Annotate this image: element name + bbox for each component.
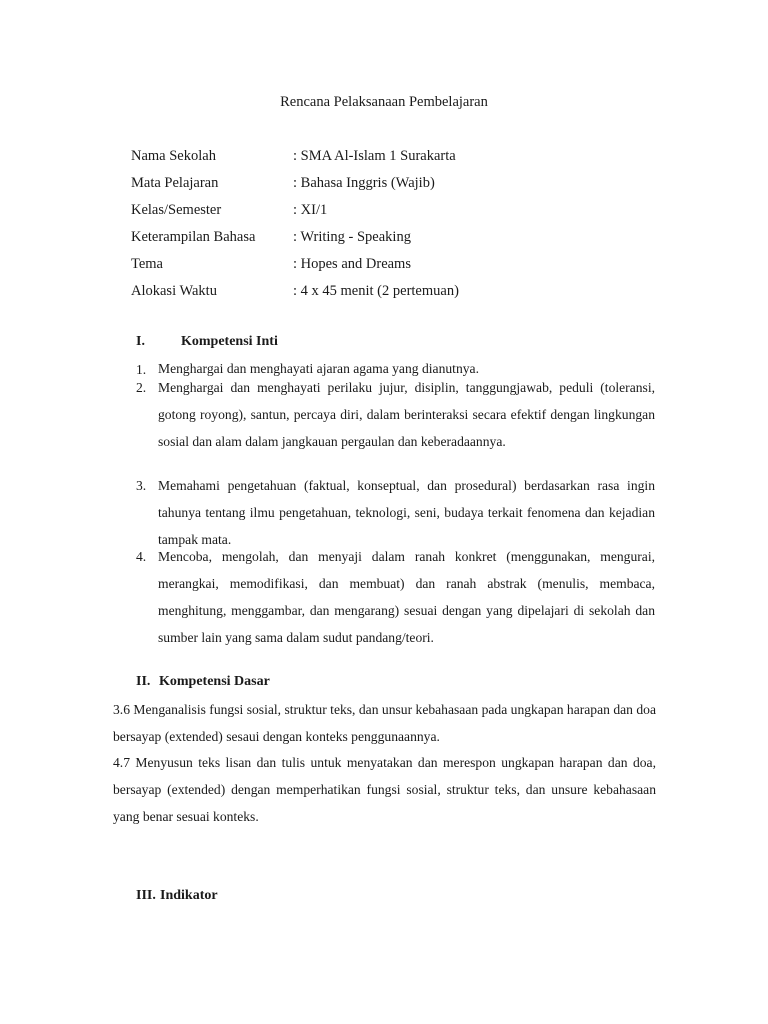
section-number: III. xyxy=(136,888,156,903)
list-item xyxy=(136,374,656,482)
kompetensi-dasar-paragraph: 3.6 Menganalisis fungsi sosial, struktur teks, dan unsur kebahasaan pada ungkapan harapan dan doa bersayap (extended) sesaui dengan konteks penggunaannya. xyxy=(113,702,656,744)
identity-value: : Bahasa Inggris (Wajib) xyxy=(293,175,435,191)
list-item-number: 2. xyxy=(136,380,147,395)
identity-value: : Hopes and Dreams xyxy=(293,256,411,272)
section-number: I. xyxy=(136,334,145,349)
identity-label: Nama Sekolah xyxy=(131,148,216,164)
identity-label: Kelas/Semester xyxy=(131,202,222,218)
identity-value: : 4 x 45 menit (2 pertemuan) xyxy=(293,283,459,299)
identity-label: Alokasi Waktu xyxy=(131,283,217,299)
list-item-text: Mencoba, mengolah, dan menyaji dalam ranah konkret (menggunakan, mengurai, merangkai, memodifikasi, dan membuat) dan ranah abstrak (menulis, membaca, menghitung, menggambar, dan mengarang) sesuai dengan yang dipelajari di sekolah dan sumber lain yang sama dalam sudut pandang/teori. xyxy=(158,549,655,645)
document-title: Rencana Pelaksanaan Pembelajaran xyxy=(280,94,488,110)
identity-value: : Writing - Speaking xyxy=(293,229,411,245)
list-item-number: 3. xyxy=(136,478,147,493)
section-heading-indikator xyxy=(136,887,436,905)
list-item-number: 4. xyxy=(136,549,147,564)
kompetensi-dasar-paragraph: 4.7 Menyusun teks lisan dan tulis untuk menyatakan dan merespon ungkapan harapan dan doa, bersayap (extended) dengan memperhatikan fungsi sosial, struktur teks, dan unsure kebahasaan yang benar sesuai konteks. xyxy=(113,755,656,824)
list-item xyxy=(136,543,656,651)
identity-label: Tema xyxy=(131,256,163,272)
identity-label: Keterampilan Bahasa xyxy=(131,229,256,245)
section-title: Kompetensi Inti xyxy=(181,334,278,349)
section-heading-kompetensi-inti xyxy=(136,333,436,351)
section-number: II. xyxy=(136,674,151,689)
list-item-text: Menghargai dan menghayati ajaran agama yang dianutnya. xyxy=(158,361,479,376)
section-title: Indikator xyxy=(160,888,218,903)
list-item xyxy=(136,472,656,553)
list-item-text: Menghargai dan menghayati perilaku jujur, disiplin, tanggungjawab, peduli (toleransi, gotong royong), santun, percaya diri, dalam berinteraksi secara efektif dengan lingkungan sosial dan alam dalam jangkauan pergaulan dan keberadaannya. xyxy=(158,380,655,449)
identity-label: Mata Pelajaran xyxy=(131,175,219,191)
identity-value: : SMA Al-Islam 1 Surakarta xyxy=(293,148,456,164)
section-heading-kompetensi-dasar xyxy=(136,673,436,691)
identity-value: : XI/1 xyxy=(293,202,328,218)
list-item-text: Memahami pengetahuan (faktual, konseptual, dan prosedural) berdasarkan rasa ingin tahunya tentang ilmu pengetahuan, teknologi, seni, budaya terkait fenomena dan kejadian tampak mata. xyxy=(158,478,655,547)
section-title: Kompetensi Dasar xyxy=(159,674,270,689)
list-item-number: 1. xyxy=(136,362,147,377)
